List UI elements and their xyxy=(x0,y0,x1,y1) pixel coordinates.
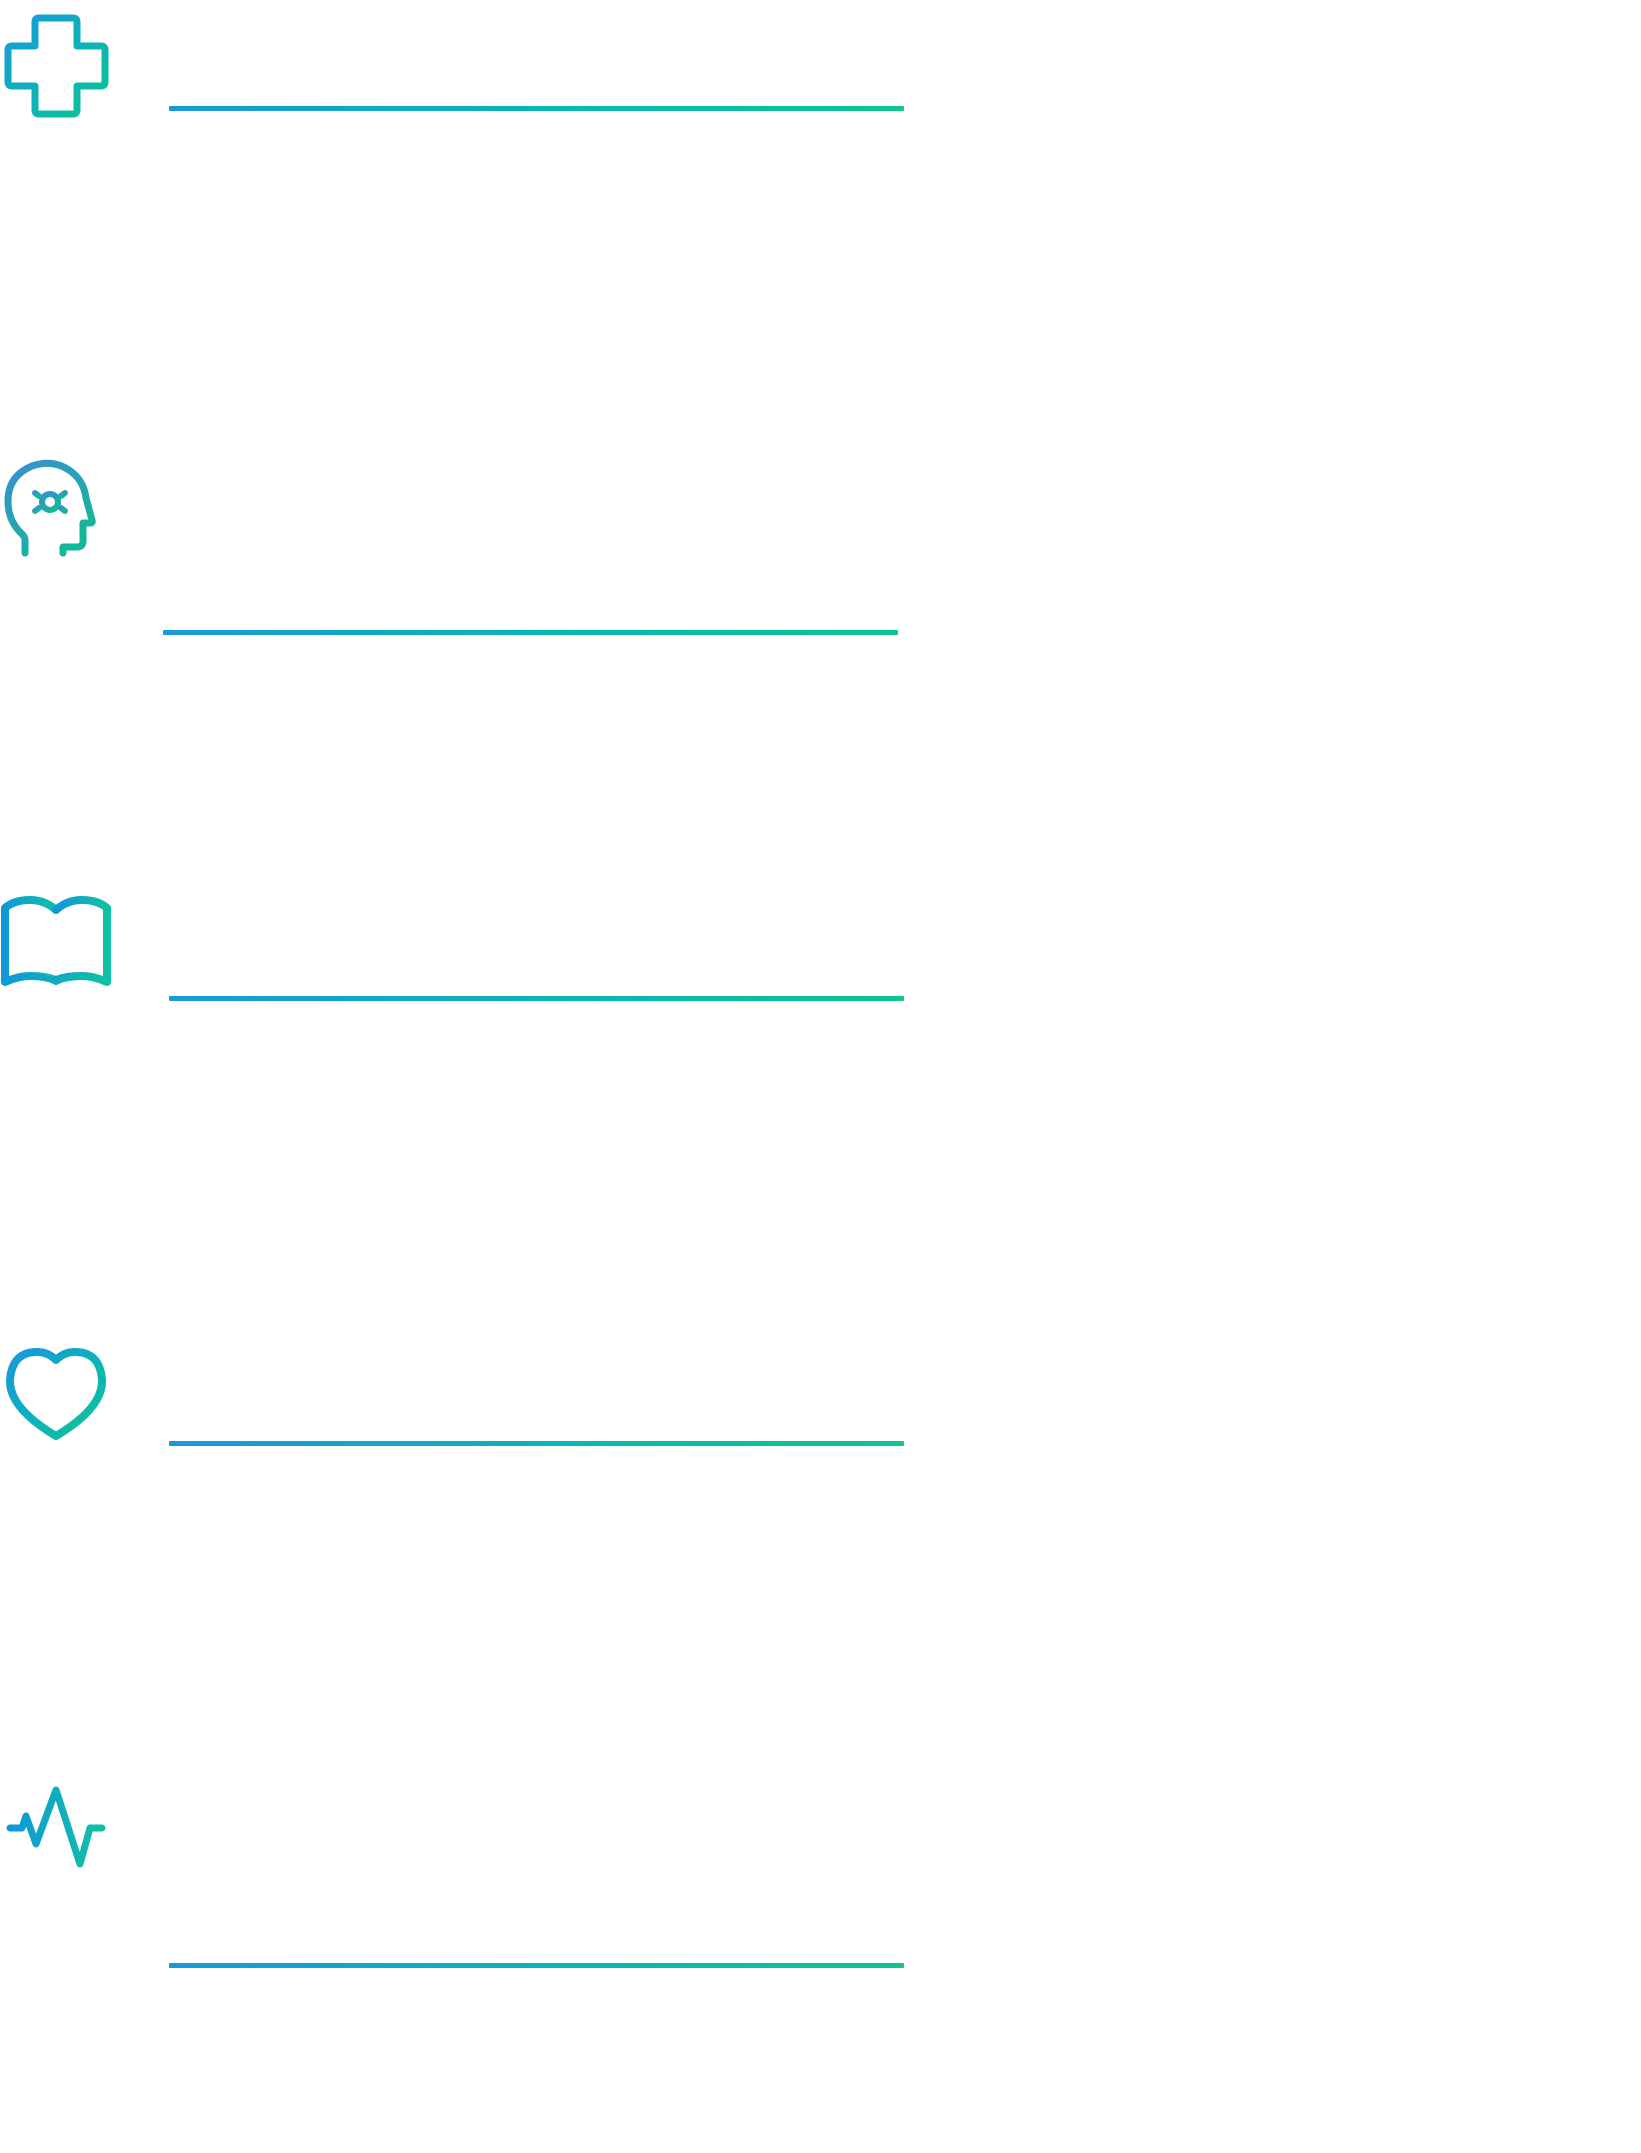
open-book-icon xyxy=(0,896,112,992)
divider-rule xyxy=(169,1963,904,1968)
divider-rule xyxy=(169,106,904,111)
divider-rule xyxy=(163,630,898,635)
head-gear-icon xyxy=(4,456,106,560)
medical-cross-icon xyxy=(4,14,108,118)
divider-rule xyxy=(169,996,904,1001)
heartbeat-pulse-icon xyxy=(4,1786,108,1882)
heart-icon xyxy=(4,1346,108,1442)
divider-rule xyxy=(169,1441,904,1446)
